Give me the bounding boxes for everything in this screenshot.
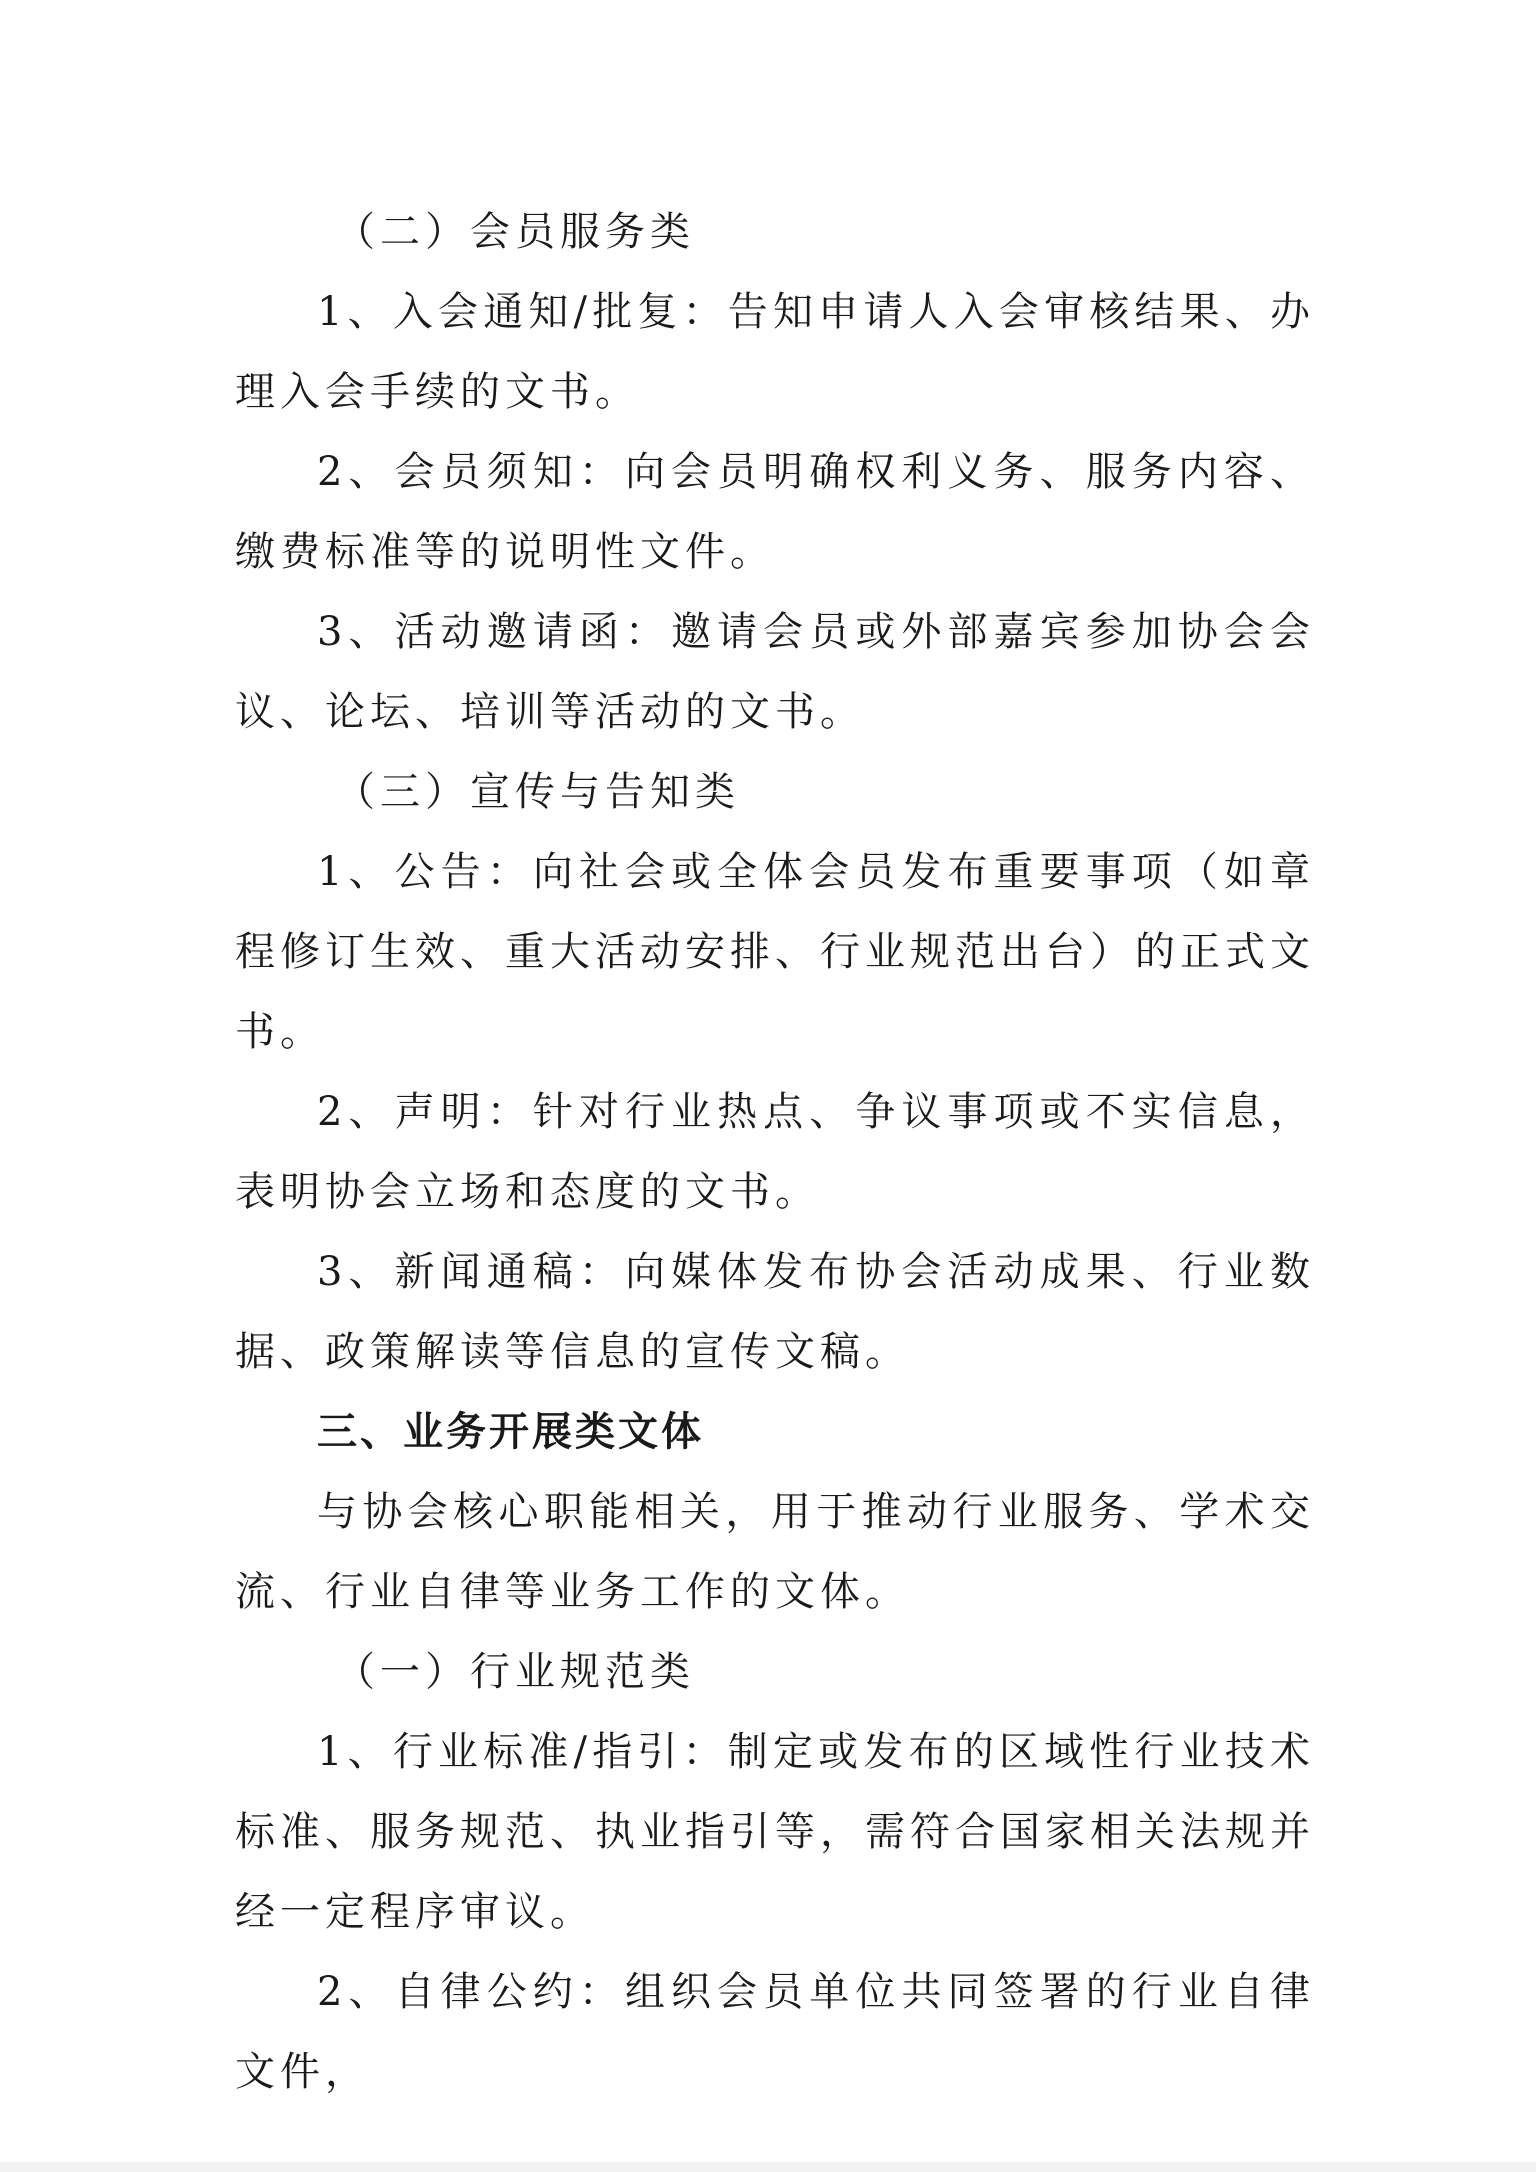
sub-heading-industry-norms: （一）行业规范类 [335,1649,695,1695]
paragraph-self-discipline: 2、自律公约：组织会员单位共同签署的行业自律文件， [235,1969,1315,2095]
sub-heading-publicity: （三）宣传与告知类 [335,769,740,815]
paragraph-statement: 2、声明：针对行业热点、争议事项或不实信息，表明协会立场和态度的文书。 [235,1089,1315,1215]
paragraph-industry-standards: 1、行业标准/指引：制定或发布的区域性行业技术标准、服务规范、执业指引等，需符合国家相关法规并经一定程序审议。 [235,1729,1315,1935]
section-heading-business: 三、业务开展类文体 [317,1409,704,1455]
paragraph-section-intro: 与协会核心职能相关，用于推动行业服务、学术交流、行业自律等业务工作的文体。 [235,1489,1315,1615]
paragraph-announcement: 1、公告：向社会或全体会员发布重要事项（如章程修订生效、重大活动安排、行业规范出台）的正式文书。 [235,849,1315,1055]
paragraph-press-release: 3、新闻通稿：向媒体发布协会活动成果、行业数据、政策解读等信息的宣传文稿。 [235,1249,1315,1375]
paragraph-member-guide: 2、会员须知：向会员明确权利义务、服务内容、缴费标准等的说明性文件。 [235,449,1315,575]
paragraph-event-invitation: 3、活动邀请函：邀请会员或外部嘉宾参加协会会议、论坛、培训等活动的文书。 [235,609,1315,735]
page-bottom-edge [0,2162,1536,2172]
document-body [235,192,1315,2112]
paragraph-admission-notice: 1、入会通知/批复：告知申请人入会审核结果、办理入会手续的文书。 [235,289,1315,415]
sub-heading-member-services: （二）会员服务类 [335,209,695,255]
